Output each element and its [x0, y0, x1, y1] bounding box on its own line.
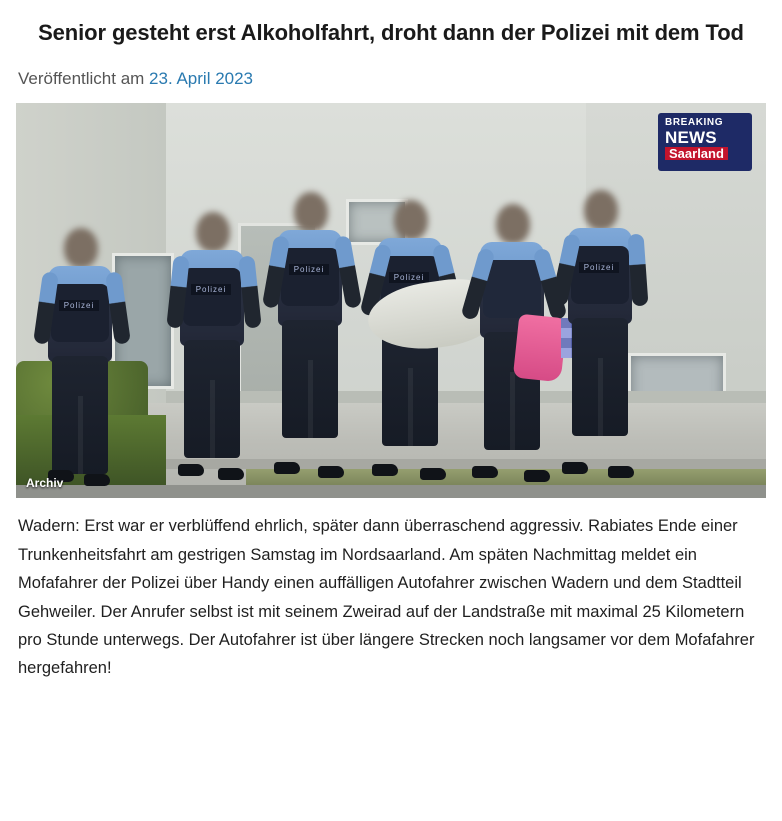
officer-vest — [51, 284, 109, 342]
officer-head — [64, 228, 98, 268]
officer-shoe-left — [274, 462, 300, 474]
officer-legs — [282, 320, 338, 438]
officer-vest — [281, 248, 339, 306]
officer-head — [394, 200, 428, 240]
photo-scene — [16, 103, 766, 498]
officer-shoe-right — [218, 468, 244, 480]
officer-shoe-left — [562, 462, 588, 474]
image-archive-label: Archiv — [26, 476, 64, 491]
officer-vest-tag: Polizei — [389, 272, 429, 283]
officer-head — [584, 190, 618, 230]
officer-shoe-left — [472, 466, 498, 478]
road — [16, 485, 766, 498]
pink-garment — [513, 314, 567, 383]
officer-shoe-left — [178, 464, 204, 476]
officer-head — [196, 212, 230, 252]
officer-legs — [572, 318, 628, 436]
badge-line-breaking: BREAKING — [665, 117, 724, 129]
officer-shoe-right — [420, 468, 446, 480]
publish-date-link[interactable]: 23. April 2023 — [149, 69, 254, 89]
officer-vest — [571, 246, 629, 304]
officer-shoe-right — [84, 474, 110, 486]
officer-shoe-right — [524, 470, 550, 482]
article-body: Wadern: Erst war er verblüffend ehrlich, später dann überraschend aggressiv. Rabiates Ende einer Trunkenheitsfahrt am gestrigen Samstag im Nordsaarland. Am späten Nachmittag meldet ein Mofafahrer der Polizei über Handy einen auffälligen Autofahrer zwischen Wadern und dem Stadtteil Gehweiler. Der Anrufer selbst ist mit seinem Zweirad auf der Landstraße mit maximal 25 Kilometern pro Stunde unterwegs. Der Autofahrer ist über längere Strecken noch langsamer vor dem Mofafahrer hergefahren! — [18, 517, 755, 678]
publish-prefix: Veröffentlicht am — [18, 69, 150, 89]
page-title: Senior gesteht erst Alkoholfahrt, droht dann der Polizei mit dem Tod — [38, 20, 744, 45]
article-page — [0, 18, 782, 683]
officer-vest-tag: Polizei — [579, 262, 619, 273]
breaking-news-badge — [658, 113, 752, 171]
officer-shoe-left — [372, 464, 398, 476]
officer-shoe-right — [318, 466, 344, 478]
officer-vest-tag: Polizei — [59, 300, 99, 311]
officer-vest — [183, 268, 241, 326]
officer-head — [496, 204, 530, 244]
badge-line-saarland: Saarland — [665, 147, 728, 160]
article-image — [16, 103, 766, 498]
badge-line-news: NEWS — [665, 127, 717, 147]
officer-legs — [184, 340, 240, 458]
publish-line — [18, 69, 766, 89]
officer-vest — [483, 260, 541, 318]
officer-vest-tag: Polizei — [289, 264, 329, 275]
officer-vest-tag: Polizei — [191, 284, 231, 295]
officer-head — [294, 192, 328, 232]
officer-shoe-right — [608, 466, 634, 478]
officer-legs — [52, 356, 108, 474]
